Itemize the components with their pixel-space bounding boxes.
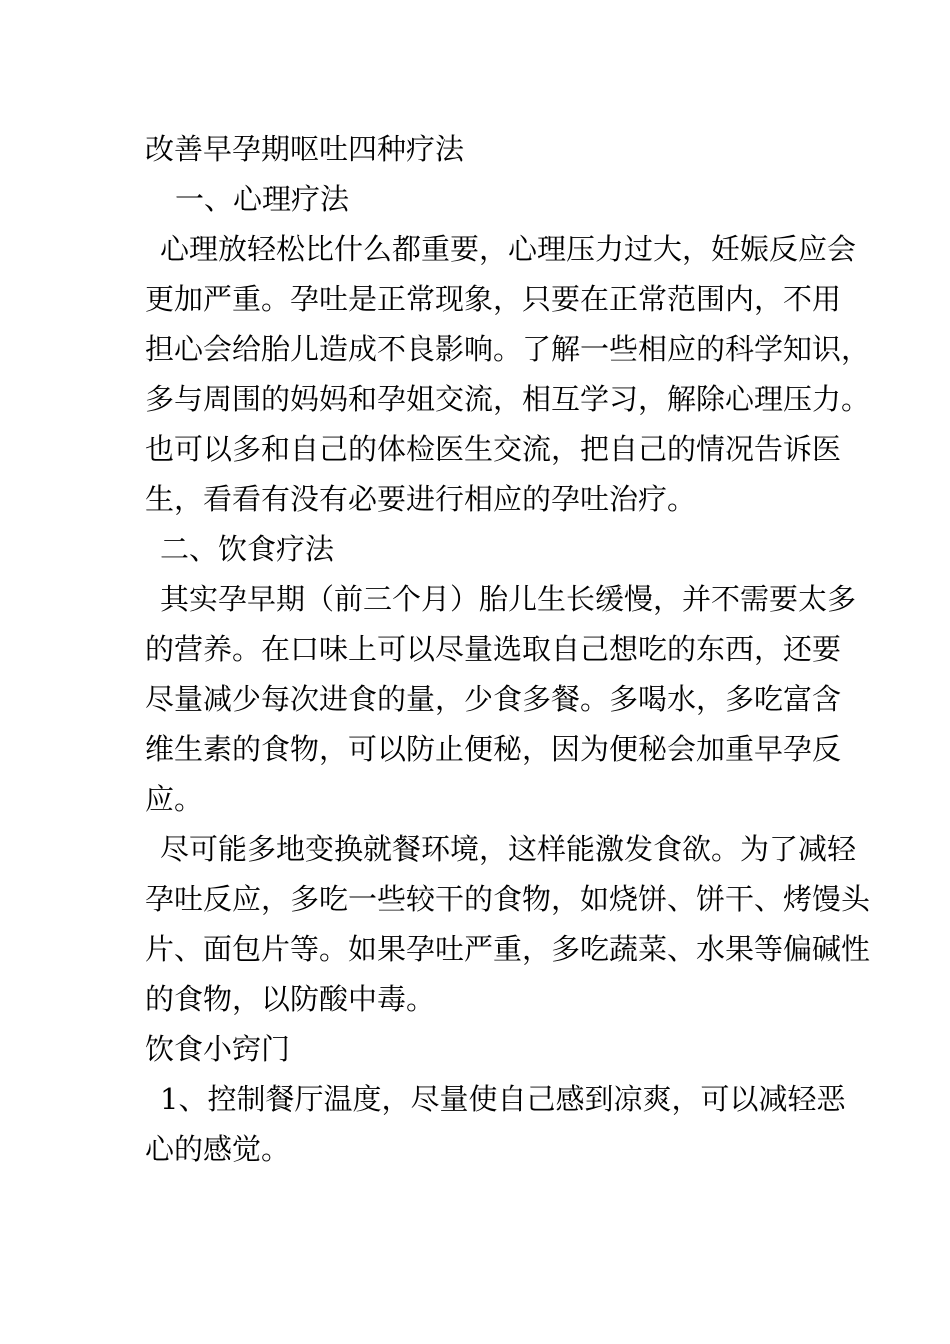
section-heading-diet: 二、饮食疗法 bbox=[160, 532, 335, 566]
paragraph-line: 也可以多和自己的体检医生交流，把自己的情况告诉医 bbox=[145, 432, 842, 466]
paragraph-line: 应。 bbox=[145, 782, 204, 816]
paragraph-line: 心的感觉。 bbox=[145, 1132, 291, 1166]
paragraph-psychological bbox=[145, 224, 871, 524]
paragraph-line: 的食物，以防酸中毒。 bbox=[145, 982, 436, 1016]
paragraph-line: 心理放轻松比什么都重要，心理压力过大，妊娠反应会 bbox=[160, 232, 857, 266]
document-body bbox=[145, 124, 871, 1174]
section-heading-psychological: 一、心理疗法 bbox=[175, 182, 350, 216]
paragraph-line: 更加严重。孕吐是正常现象，只要在正常范围内，不用 bbox=[145, 282, 842, 316]
paragraph-line: 多与周围的妈妈和孕姐交流，相互学习，解除心理压力。 bbox=[145, 382, 871, 416]
paragraph-line: 片、面包片等。如果孕吐严重，多吃蔬菜、水果等偏碱性 bbox=[145, 932, 871, 966]
paragraph-diet-1 bbox=[145, 574, 857, 824]
paragraph-line: 孕吐反应，多吃一些较干的食物，如烧饼、饼干、烤馒头 bbox=[145, 882, 871, 916]
paragraph-line: 其实孕早期（前三个月）胎儿生长缓慢，并不需要太多 bbox=[160, 582, 857, 616]
paragraph-line: 生，看看有没有必要进行相应的孕吐治疗。 bbox=[145, 482, 697, 516]
paragraph-line: 1、控制餐厅温度，尽量使自己感到凉爽，可以减轻恶 bbox=[160, 1082, 846, 1116]
paragraph-line: 的营养。在口味上可以尽量选取自己想吃的东西，还要 bbox=[145, 632, 842, 666]
paragraph-line: 维生素的食物，可以防止便秘，因为便秘会加重早孕反 bbox=[145, 732, 842, 766]
tip-item-1 bbox=[145, 1074, 846, 1174]
paragraph-diet-2 bbox=[145, 824, 871, 1024]
paragraph-line: 担心会给胎儿造成不良影响。了解一些相应的科学知识， bbox=[145, 332, 871, 366]
paragraph-line: 尽量减少每次进食的量，少食多餐。多喝水，多吃富含 bbox=[145, 682, 842, 716]
paragraph-line: 尽可能多地变换就餐环境，这样能激发食欲。为了减轻 bbox=[160, 832, 857, 866]
document-title: 改善早孕期呕吐四种疗法 bbox=[145, 132, 465, 166]
tips-heading: 饮食小窍门 bbox=[145, 1032, 291, 1066]
